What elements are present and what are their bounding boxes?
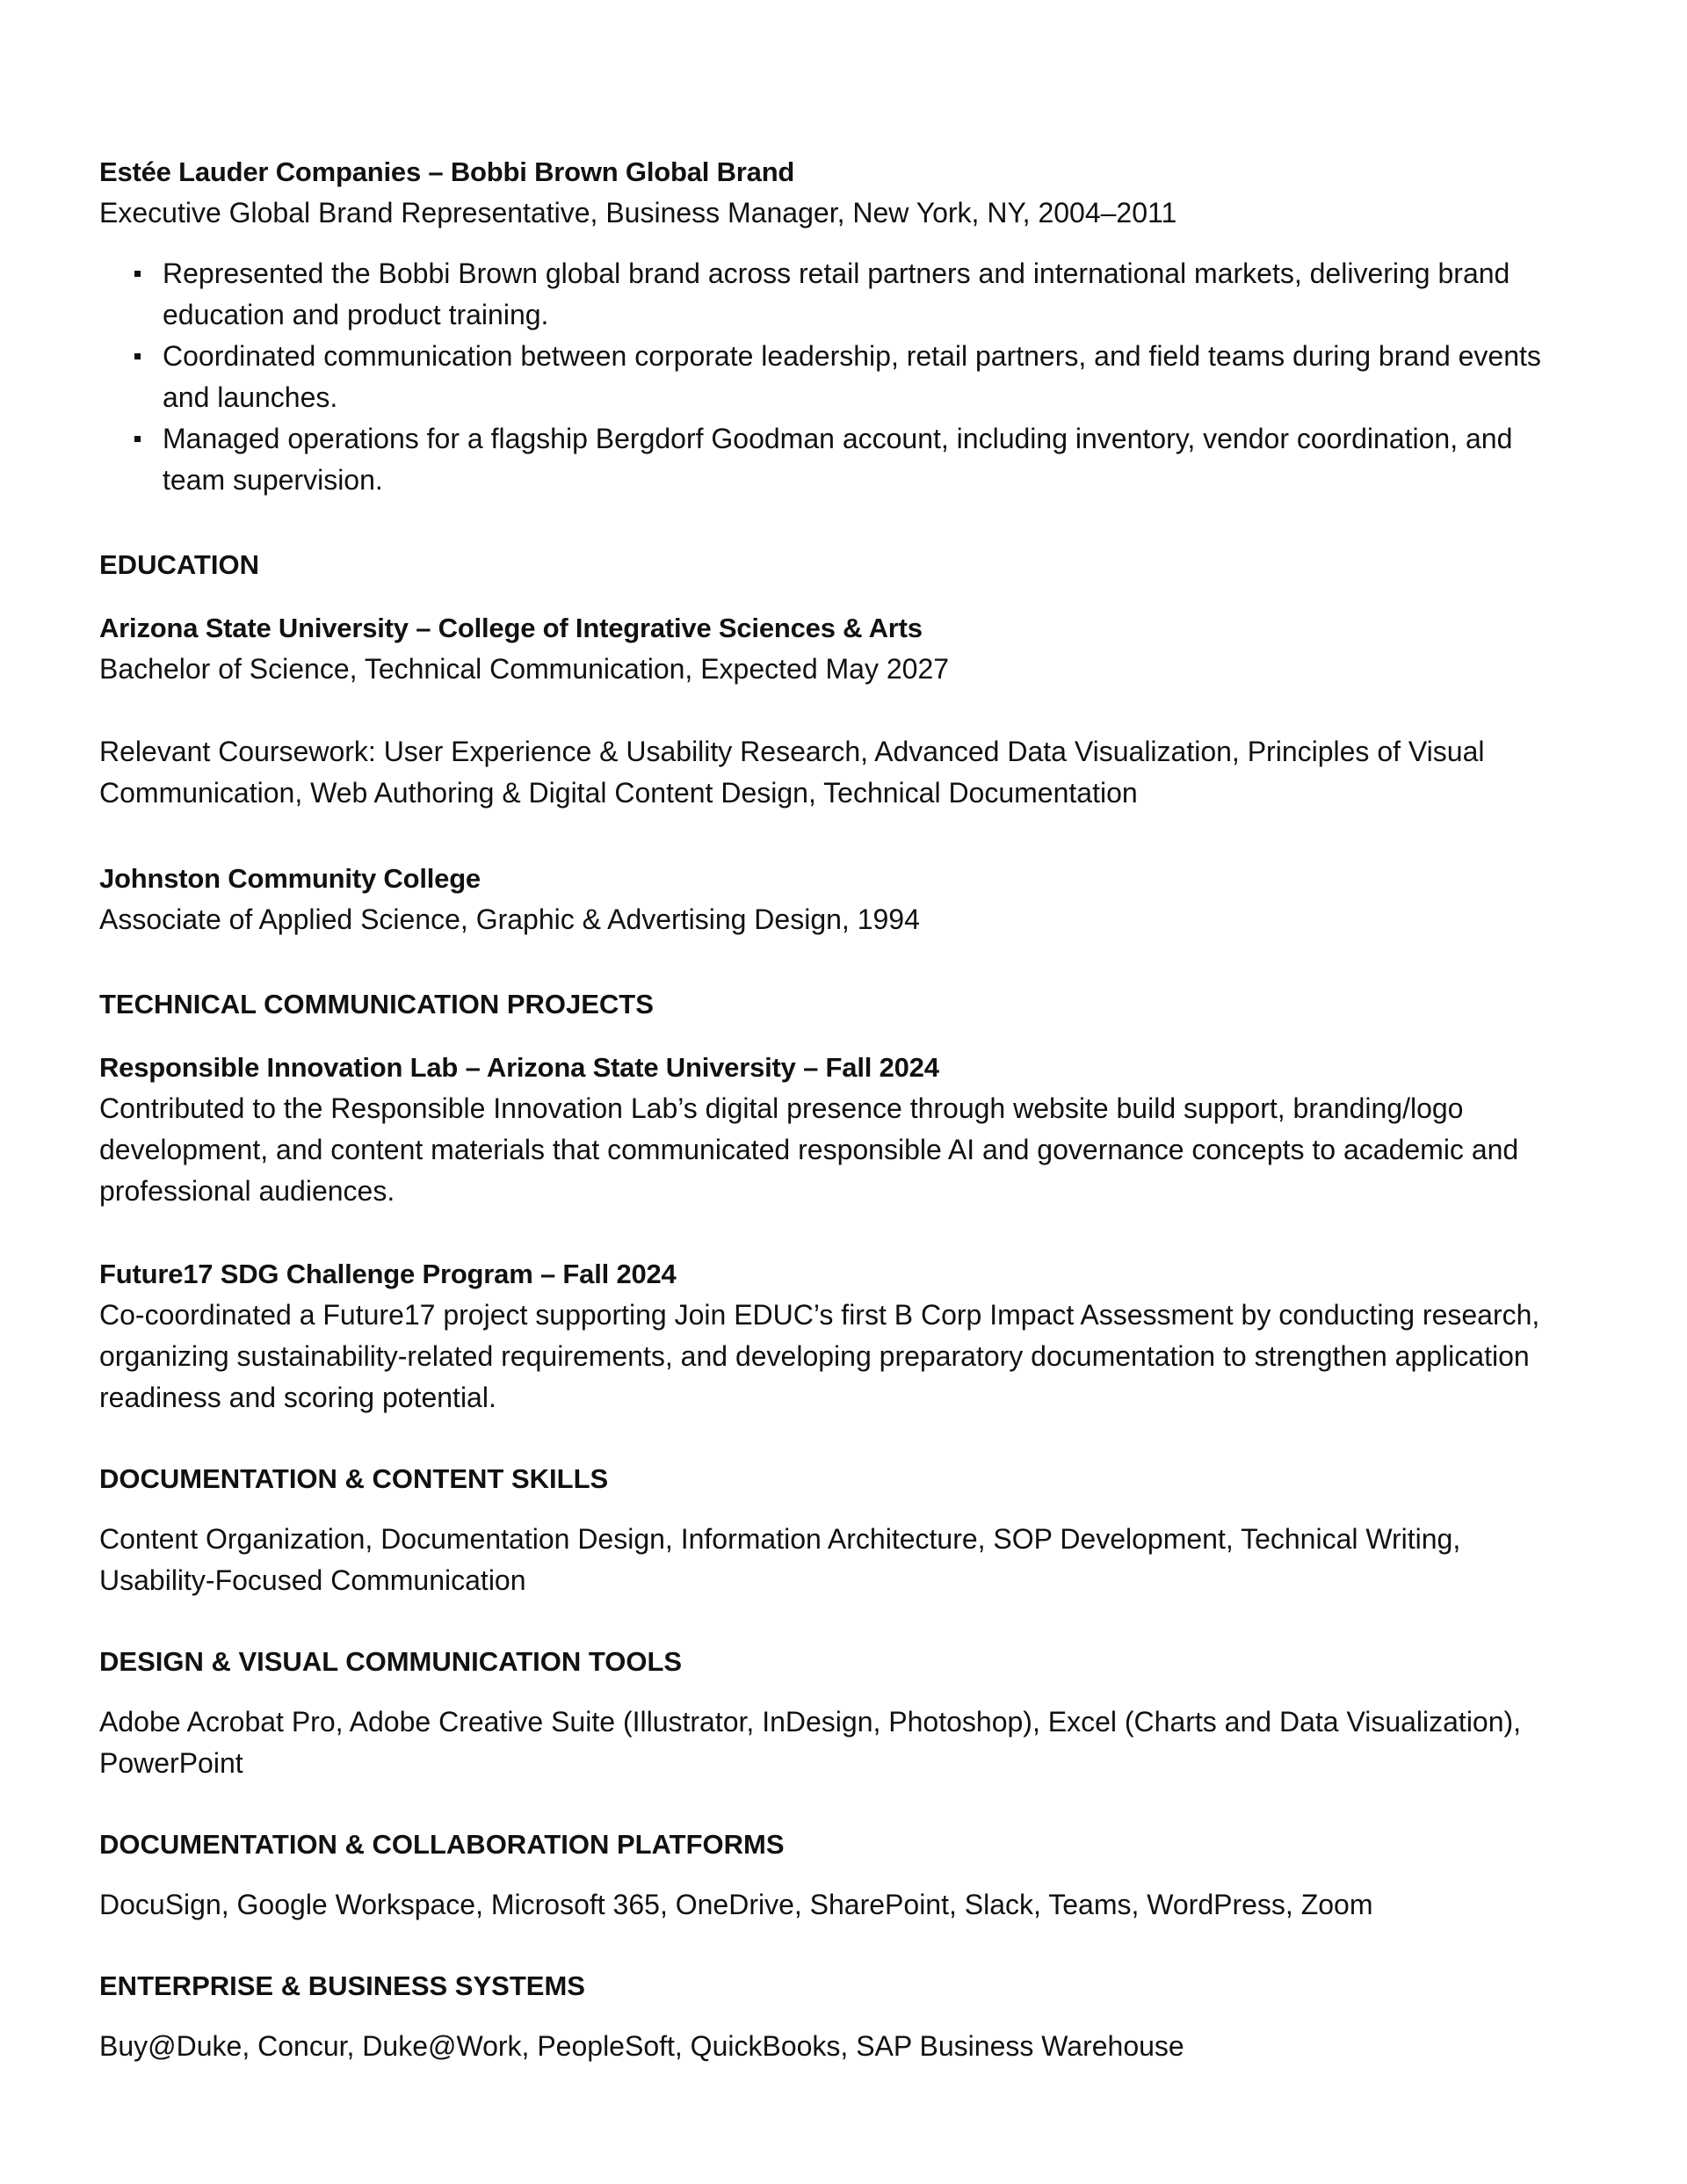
job-role: Executive Global Brand Representative, Business Manager, New York, NY, 2004–2011 [99, 197, 1177, 229]
projects-heading: TECHNICAL COMMUNICATION PROJECTS [99, 989, 654, 1019]
doc-skills-text: Content Organization, Documentation Design, Information Architecture, SOP Development, Technical Writing, Usability-Focused Communication [99, 1523, 1461, 1596]
list-item [99, 253, 1575, 336]
project-1-description: Contributed to the Responsible Innovation Lab’s digital presence through website build support, branding/logo development, and content materials that communicated responsible AI and governance concepts to academic and professional audiences. [99, 1092, 1519, 1207]
bullet-icon [134, 271, 141, 277]
doc-skills-heading: DOCUMENTATION & CONTENT SKILLS [99, 1463, 609, 1494]
list-item [99, 336, 1575, 418]
project-1-title: Responsible Innovation Lab – Arizona State University – Fall 2024 [99, 1052, 939, 1083]
experience-bullets [99, 253, 1575, 501]
asu-name: Arizona State University – College of Integrative Sciences & Arts [99, 613, 923, 643]
project-2-title: Future17 SDG Challenge Program – Fall 2024 [99, 1259, 677, 1289]
enterprise-heading: ENTERPRISE & BUSINESS SYSTEMS [99, 1970, 585, 2001]
platforms-heading: DOCUMENTATION & COLLABORATION PLATFORMS [99, 1829, 785, 1860]
company-name: Estée Lauder Companies – Bobbi Brown Global Brand [99, 156, 795, 187]
jcc-name: Johnston Community College [99, 863, 481, 894]
bullet-text: Coordinated communication between corporate leadership, retail partners, and field teams during brand events and launches. [163, 340, 1541, 413]
jcc-degree: Associate of Applied Science, Graphic & Advertising Design, 1994 [99, 903, 920, 935]
list-item [99, 418, 1575, 501]
design-tools-heading: DESIGN & VISUAL COMMUNICATION TOOLS [99, 1646, 683, 1677]
bullet-icon [134, 436, 141, 442]
enterprise-text: Buy@Duke, Concur, Duke@Work, PeopleSoft, QuickBooks, SAP Business Warehouse [99, 2030, 1184, 2062]
education-heading: EDUCATION [99, 549, 259, 580]
bullet-icon [134, 353, 141, 359]
platforms-text: DocuSign, Google Workspace, Microsoft 365, OneDrive, SharePoint, Slack, Teams, WordPress, Zoom [99, 1889, 1373, 1920]
design-tools-text: Adobe Acrobat Pro, Adobe Creative Suite (Illustrator, InDesign, Photoshop), Excel (Charts and Data Visualization), PowerPoint [99, 1706, 1522, 1779]
project-2-description: Co-coordinated a Future17 project supporting Join EDUC’s first B Corp Impact Assessment by conducting research, organizing sustainability-related requirements, and developing preparatory documentation to strengthen application readiness and scoring potential. [99, 1299, 1540, 1413]
bullet-text: Managed operations for a flagship Bergdorf Goodman account, including inventory, vendor coordination, and team supervision. [163, 423, 1513, 496]
resume-page [99, 151, 1575, 2067]
bullet-text: Represented the Bobbi Brown global brand across retail partners and international markets, delivering brand education and product training. [163, 258, 1510, 330]
coursework: Relevant Coursework: User Experience & Usability Research, Advanced Data Visualization, Principles of Visual Communication, Web Authoring & Digital Content Design, Technical Documentation [99, 736, 1485, 809]
asu-degree: Bachelor of Science, Technical Communication, Expected May 2027 [99, 653, 950, 685]
